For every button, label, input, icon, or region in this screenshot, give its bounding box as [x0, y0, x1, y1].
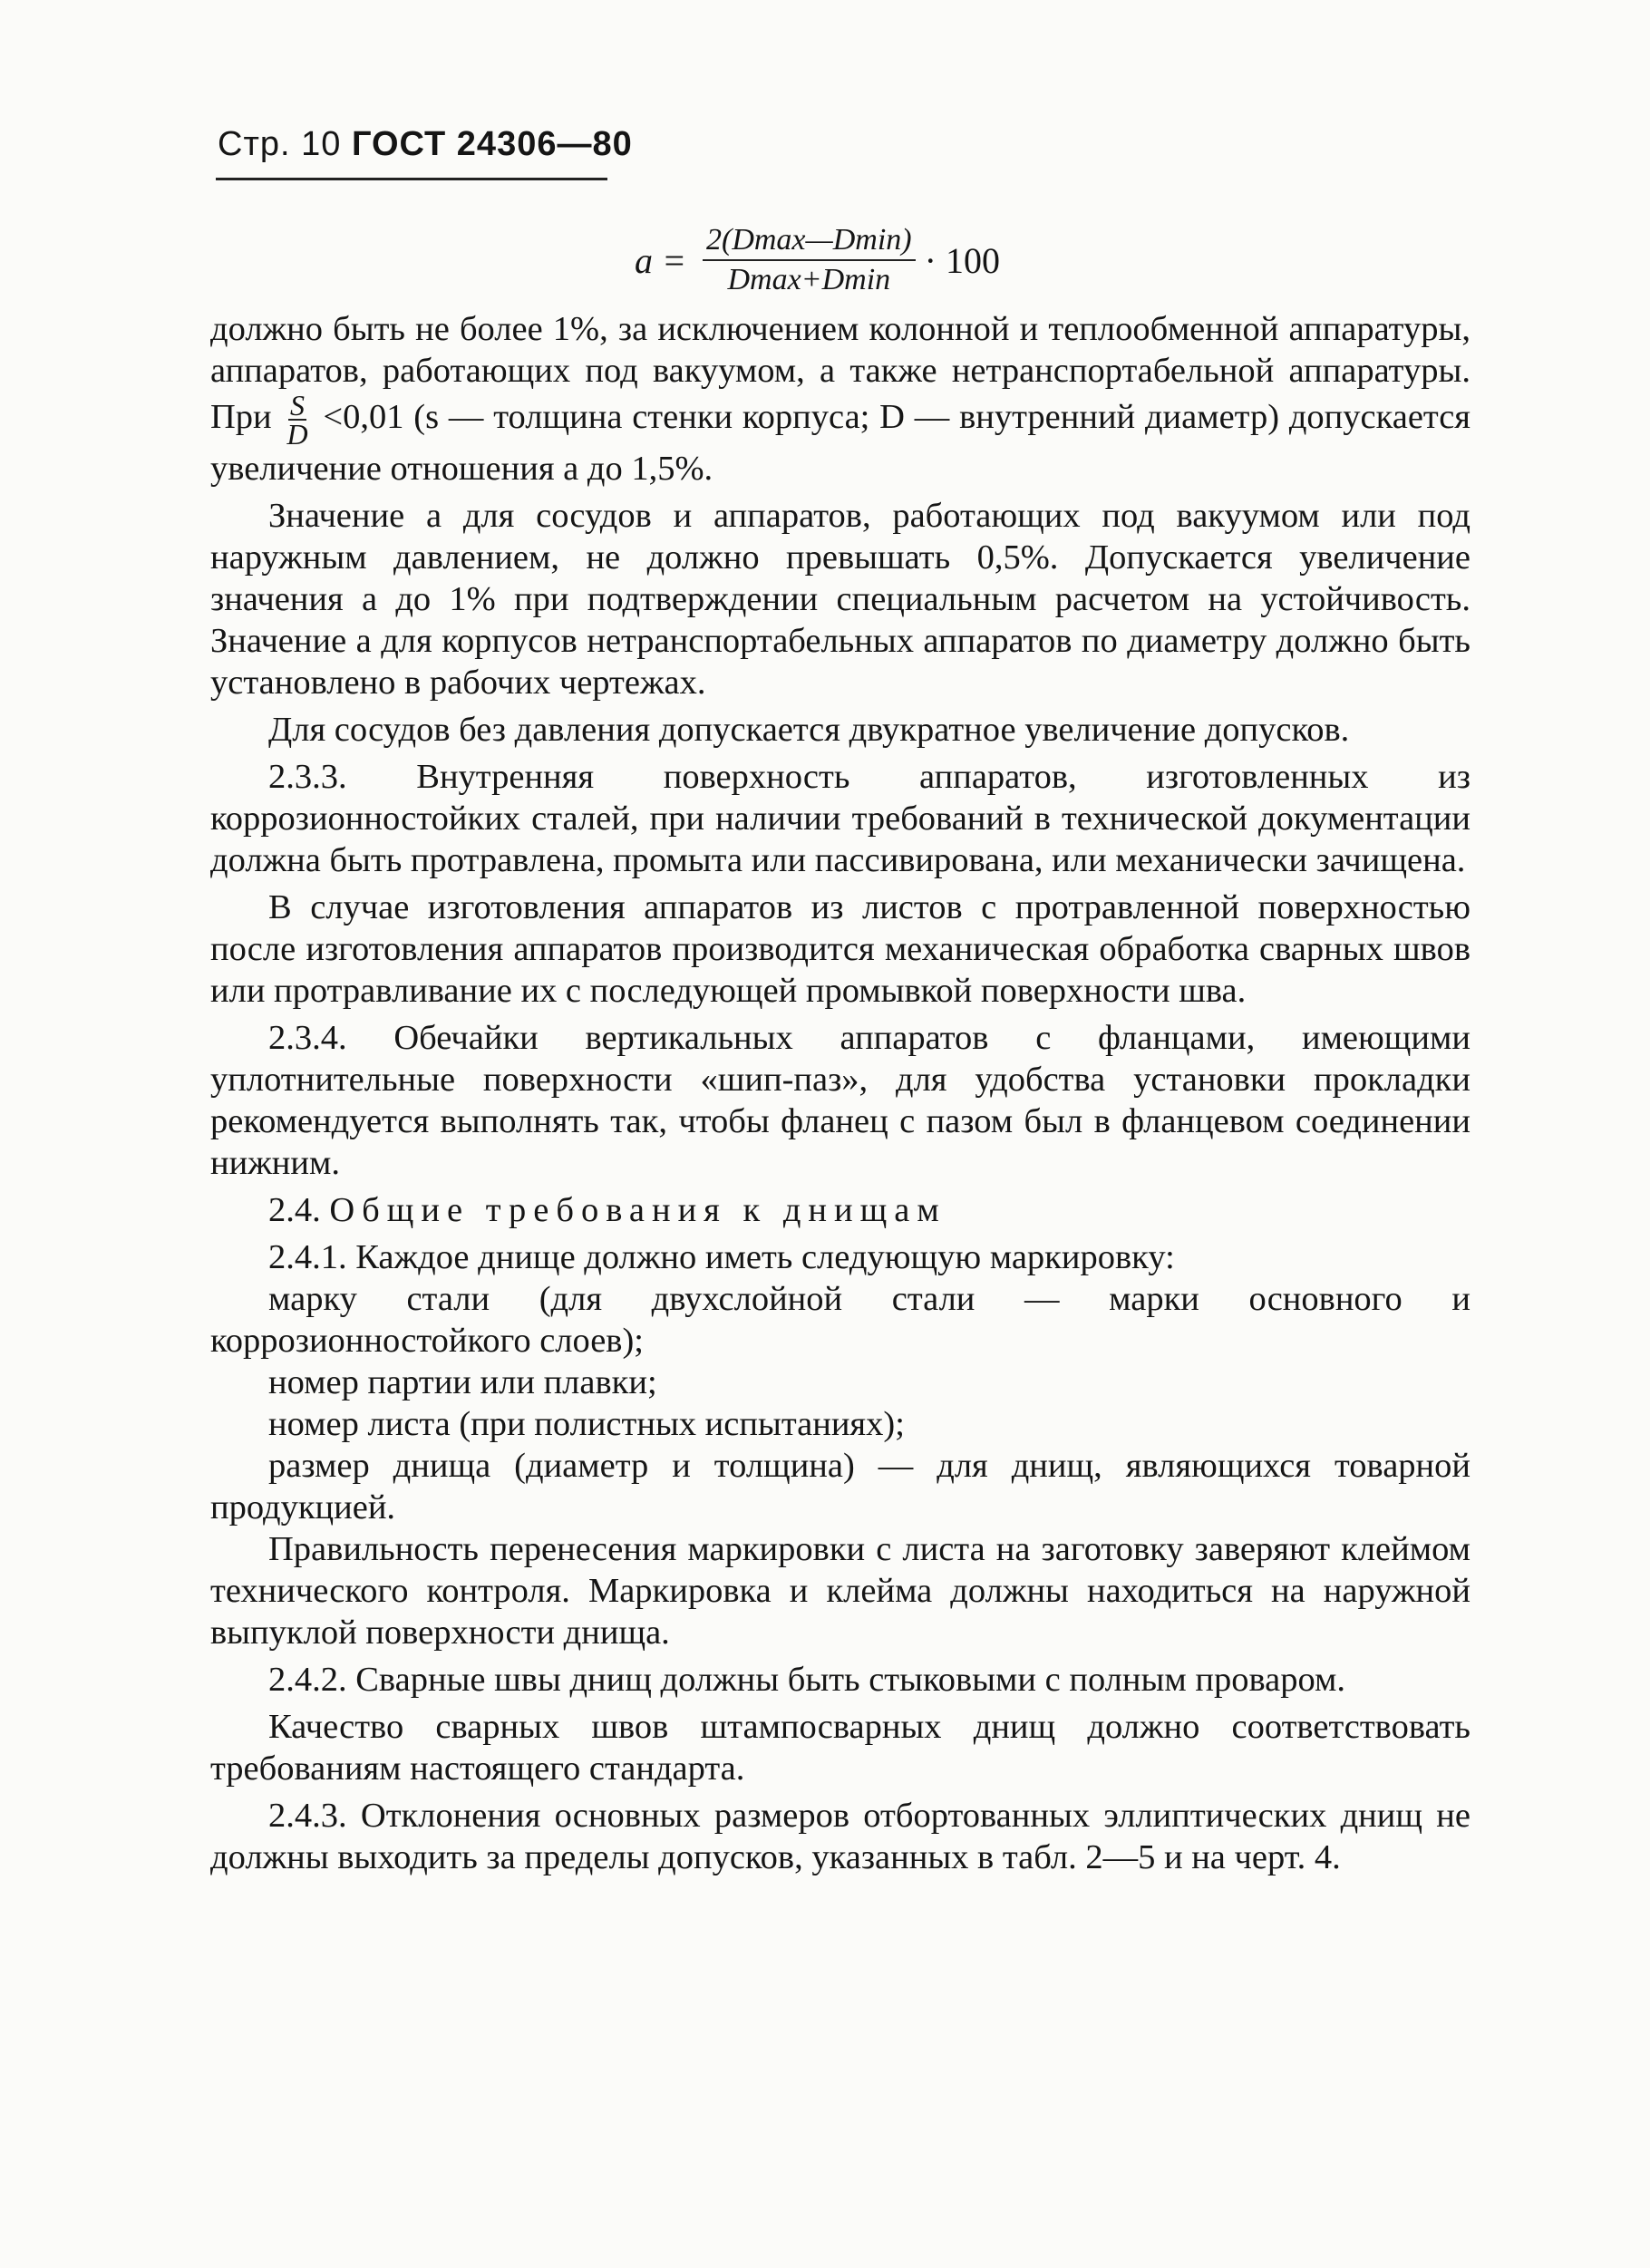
fraction-denominator: D	[286, 418, 308, 451]
paragraph: Значение a для сосудов и аппаратов, работающих под вакуумом или под наружным давлением, не должно превышать 0,5%. Допускается увеличение значения a до 1% при подтверждении специальным расчетом на устойчивость. Значение a для корпусов нетранспортабельных аппаратов по диаметру должно быть установлено в рабочих чертежах.	[210, 497, 1470, 702]
formula-numerator: 2(Dmax—Dmin)	[703, 223, 916, 261]
section-2-3-4: 2.3.4. Обечайки вертикальных аппаратов с фланцами, имеющими уплотнительные поверхности «шип-паз», для удобства установки прокладки рекомендуется выполнять так, чтобы фланец с пазом был в фланцевом соединении нижним.	[210, 1019, 1470, 1182]
formula-fraction	[703, 223, 916, 297]
paragraph	[210, 308, 1470, 489]
standard-code: ГОСТ 24306—80	[351, 125, 633, 163]
section-2-4-1: 2.4.1. Каждое днище должно иметь следующую маркировку:	[268, 1238, 1175, 1276]
section-heading-2-4	[210, 1189, 1470, 1231]
list-item: номер партии или плавки;	[268, 1363, 657, 1401]
formula-lhs: a =	[635, 239, 686, 281]
paragraph: Для сосудов без давления допускается двукратное увеличение допусков.	[268, 711, 1350, 749]
body-text	[210, 308, 1470, 1884]
list-item: номер листа (при полистных испытаниях);	[268, 1405, 905, 1443]
paragraph-text: <0,01 (s — толщина стенки корпуса; D — внутренний диаметр) допускается увеличение отношения a до 1,5%.	[210, 397, 1471, 488]
section-number: 2.4.	[268, 1191, 321, 1229]
ovality-formula	[635, 210, 1000, 310]
formula-denominator: Dmax+Dmin	[727, 263, 891, 296]
section-2-4-2: 2.4.2. Сварные швы днищ должны быть стыковыми с полным проваром.	[268, 1661, 1345, 1699]
s-over-d-fraction	[286, 389, 308, 451]
fraction-numerator: S	[290, 389, 306, 422]
paragraph: В случае изготовления аппаратов из листов с протравленной поверхностью после изготовления аппаратов производится механическая обработка сварных швов или протравливание их с последующей промывкой поверхности шва.	[210, 888, 1470, 1010]
paragraph: Правильность перенесения маркировки с листа на заготовку заверяют клеймом технического контроля. Маркировка и клейма должны находиться на наружной выпуклой поверхности днища.	[210, 1530, 1470, 1652]
formula-rhs: · 100	[924, 239, 1000, 281]
page-number: Стр. 10	[218, 125, 342, 163]
section-2-4-3: 2.4.3. Отклонения основных размеров отбортованных эллиптических днищ не должны выходить за пределы допусков, указанных в табл. 2—5 и на черт. 4.	[210, 1797, 1470, 1876]
section-2-3-3: 2.3.3. Внутренняя поверхность аппаратов, изготовленных из коррозионностойких сталей, при наличии требований в технической документации должна быть протравлена, промыта или пассивирована, или механически зачищена.	[210, 758, 1470, 879]
section-title: Общие требования к днищам	[329, 1191, 946, 1229]
paragraph-text: должно быть не более 1%, за исключением колонной и теплообменной аппаратуры, аппаратов, работающих под вакуумом, а также нетранспортабельной аппаратуры. При	[210, 310, 1470, 436]
list-item: марку стали (для двухслойной стали — марки основного и коррозионностойкого слоев);	[210, 1280, 1470, 1360]
header-rule	[216, 178, 607, 180]
paragraph: Качество сварных швов штампосварных днищ должно соответствовать требованиям настоящего стандарта.	[210, 1708, 1470, 1788]
list-item: размер днища (диаметр и толщина) — для днищ, являющихся товарной продукцией.	[210, 1447, 1470, 1527]
page-header	[218, 125, 633, 164]
